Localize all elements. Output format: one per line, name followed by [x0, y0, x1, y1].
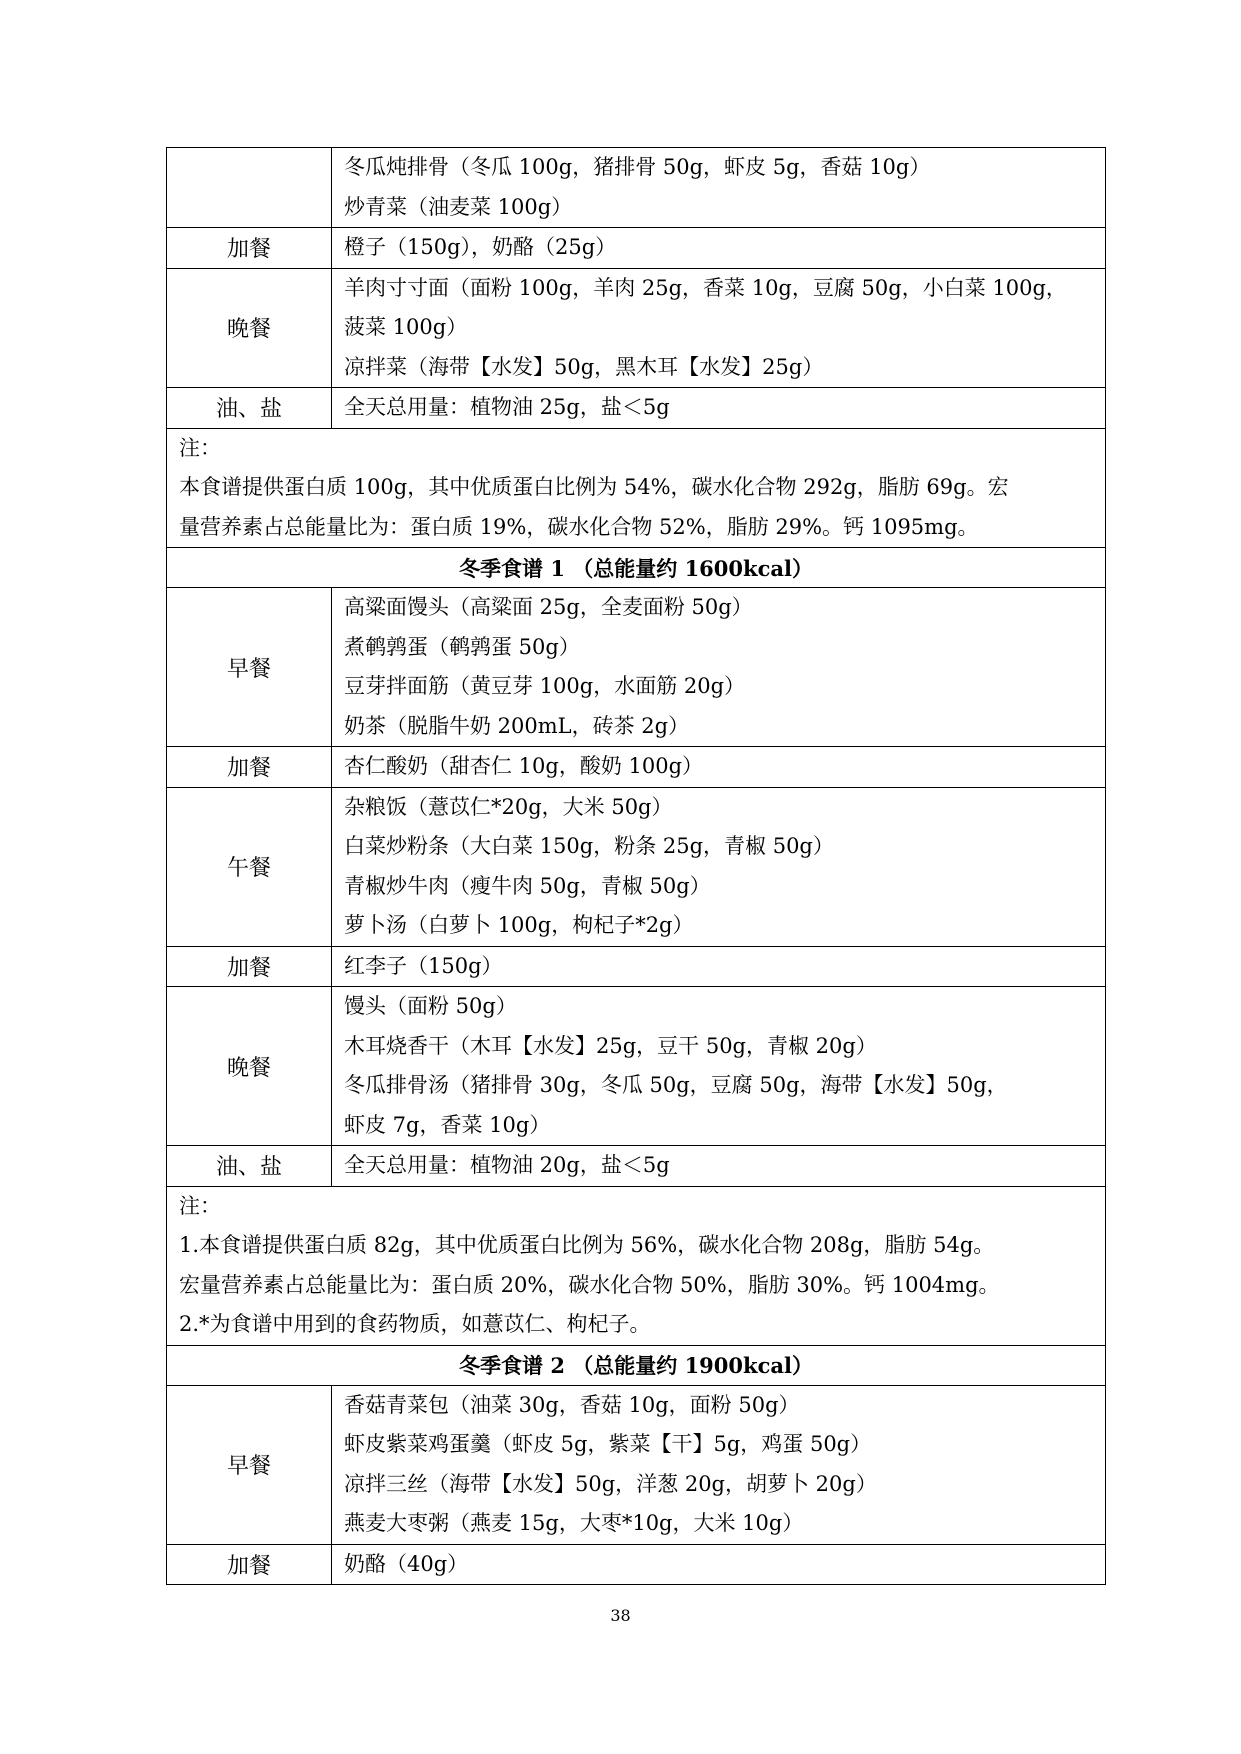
meal-label: 加餐 — [167, 228, 332, 269]
meal-row — [167, 228, 1106, 269]
meal-content — [332, 747, 1106, 788]
meal-row — [167, 747, 1106, 788]
meal-content — [332, 787, 1106, 946]
section-title: 冬季食谱 1 （总能量约 1600kcal） — [167, 548, 1106, 588]
meal-label: 加餐 — [167, 1544, 332, 1585]
dish-line: 冬瓜排骨汤（猪排骨 30g，冬瓜 50g，豆腐 50g，海带【水发】50g， — [344, 1073, 1008, 1097]
meal-row — [167, 148, 1106, 228]
meal-row — [167, 388, 1106, 429]
dish-line: 白菜炒粉条（大白菜 150g，粉条 25g，青椒 50g） — [344, 834, 834, 858]
dish-line: 虾皮紫菜鸡蛋羹（虾皮 5g，紫菜【干】5g，鸡蛋 50g） — [344, 1432, 872, 1456]
meal-content — [332, 228, 1106, 269]
note-cell — [167, 1186, 1106, 1345]
meal-row — [167, 1385, 1106, 1544]
note-line: 注： — [179, 435, 221, 460]
meal-label: 油、盐 — [167, 1146, 332, 1187]
dish-line: 木耳烧香干（木耳【水发】25g，豆干 50g，青椒 20g） — [344, 1033, 877, 1058]
dish-line: 红李子（150g） — [344, 953, 503, 978]
dish-line: 杏仁酸奶（甜杏仁 10g，酸奶 100g） — [344, 754, 704, 778]
note-line: 1.本食谱提供蛋白质 82g，其中优质蛋白比例为 56%，碳水化合物 208g，脂肪 54g。 — [179, 1233, 995, 1257]
meal-content — [332, 946, 1106, 987]
meal-content — [332, 388, 1106, 429]
note-row — [167, 428, 1106, 548]
meal-label: 晚餐 — [167, 987, 332, 1146]
recipe-table — [166, 147, 1106, 1585]
note-line: 量营养素占总能量比为：蛋白质 19%，碳水化合物 52%，脂肪 29%。钙 1095mg。 — [179, 514, 979, 539]
dish-line: 炒青菜（油麦菜 100g） — [344, 194, 573, 219]
dish-line: 菠菜 100g） — [344, 315, 468, 339]
dish-line: 豆芽拌面筋（黄豆芽 100g，水面筋 20g） — [344, 674, 746, 698]
dish-line: 全天总用量：植物油 25g，盐＜5g — [344, 395, 670, 419]
dish-line: 煮鹌鹑蛋（鹌鹑蛋 50g） — [344, 634, 580, 659]
dish-line: 青椒炒牛肉（瘦牛肉 50g，青椒 50g） — [344, 873, 711, 898]
meal-content — [332, 588, 1106, 747]
meal-content — [332, 987, 1106, 1146]
meal-content — [332, 148, 1106, 228]
note-line: 本食谱提供蛋白质 100g，其中优质蛋白比例为 54%，碳水化合物 292g，脂肪 69g。宏 — [179, 475, 1009, 499]
page-number: 38 — [610, 1606, 631, 1625]
dish-line: 奶酪（40g） — [344, 1551, 469, 1576]
section-title-row — [167, 548, 1106, 588]
dish-line: 高粱面馒头（高粱面 25g，全麦面粉 50g） — [344, 595, 753, 619]
meal-row — [167, 946, 1106, 987]
dish-line: 杂粮饭（薏苡仁*20g，大米 50g） — [344, 794, 673, 819]
note-row — [167, 1186, 1106, 1345]
dish-line: 奶茶（脱脂牛奶 200mL，砖茶 2g） — [344, 713, 690, 738]
meal-label: 早餐 — [167, 1385, 332, 1544]
meal-label: 午餐 — [167, 787, 332, 946]
dish-line: 虾皮 7g，香菜 10g） — [344, 1112, 551, 1137]
meal-content — [332, 1544, 1106, 1585]
meal-content — [332, 1385, 1106, 1544]
meal-row — [167, 268, 1106, 388]
meal-label: 加餐 — [167, 946, 332, 987]
meal-label: 晚餐 — [167, 268, 332, 388]
dish-line: 香菇青菜包（油菜 30g，香菇 10g，面粉 50g） — [344, 1392, 800, 1417]
dish-line: 凉拌菜（海带【水发】50g，黑木耳【水发】25g） — [344, 354, 824, 379]
dish-line: 萝卜汤（白萝卜 100g，枸杞子*2g） — [344, 913, 694, 937]
meal-label: 早餐 — [167, 588, 332, 747]
meal-row — [167, 588, 1106, 747]
dish-line: 橙子（150g），奶酪（25g） — [344, 235, 617, 259]
meal-row — [167, 987, 1106, 1146]
meal-row — [167, 1146, 1106, 1187]
dish-line: 燕麦大枣粥（燕麦 15g，大枣*10g，大米 10g） — [344, 1511, 804, 1535]
section-title-row — [167, 1345, 1106, 1385]
dish-line: 馒头（面粉 50g） — [344, 994, 517, 1018]
dish-line: 凉拌三丝（海带【水发】50g，洋葱 20g，胡萝卜 20g） — [344, 1471, 877, 1496]
note-line: 注： — [179, 1193, 221, 1218]
meal-row — [167, 1544, 1106, 1585]
note-cell — [167, 428, 1106, 548]
section-title: 冬季食谱 2 （总能量约 1900kcal） — [167, 1345, 1106, 1385]
meal-label — [167, 148, 332, 228]
dish-line: 冬瓜炖排骨（冬瓜 100g，猪排骨 50g，虾皮 5g，香菇 10g） — [344, 155, 931, 179]
dish-line: 全天总用量：植物油 20g，盐＜5g — [344, 1153, 670, 1177]
meal-row — [167, 787, 1106, 946]
note-line: 2.*为食谱中用到的食药物质，如薏苡仁、枸杞子。 — [179, 1312, 651, 1336]
note-line: 宏量营养素占总能量比为：蛋白质 20%，碳水化合物 50%，脂肪 30%。钙 1004mg。 — [179, 1272, 1000, 1297]
meal-content — [332, 268, 1106, 388]
meal-label: 油、盐 — [167, 388, 332, 429]
dish-line: 羊肉寸寸面（面粉 100g，羊肉 25g，香菜 10g，豆腐 50g，小白菜 100g， — [344, 275, 1067, 300]
meal-content — [332, 1146, 1106, 1187]
meal-label: 加餐 — [167, 747, 332, 788]
